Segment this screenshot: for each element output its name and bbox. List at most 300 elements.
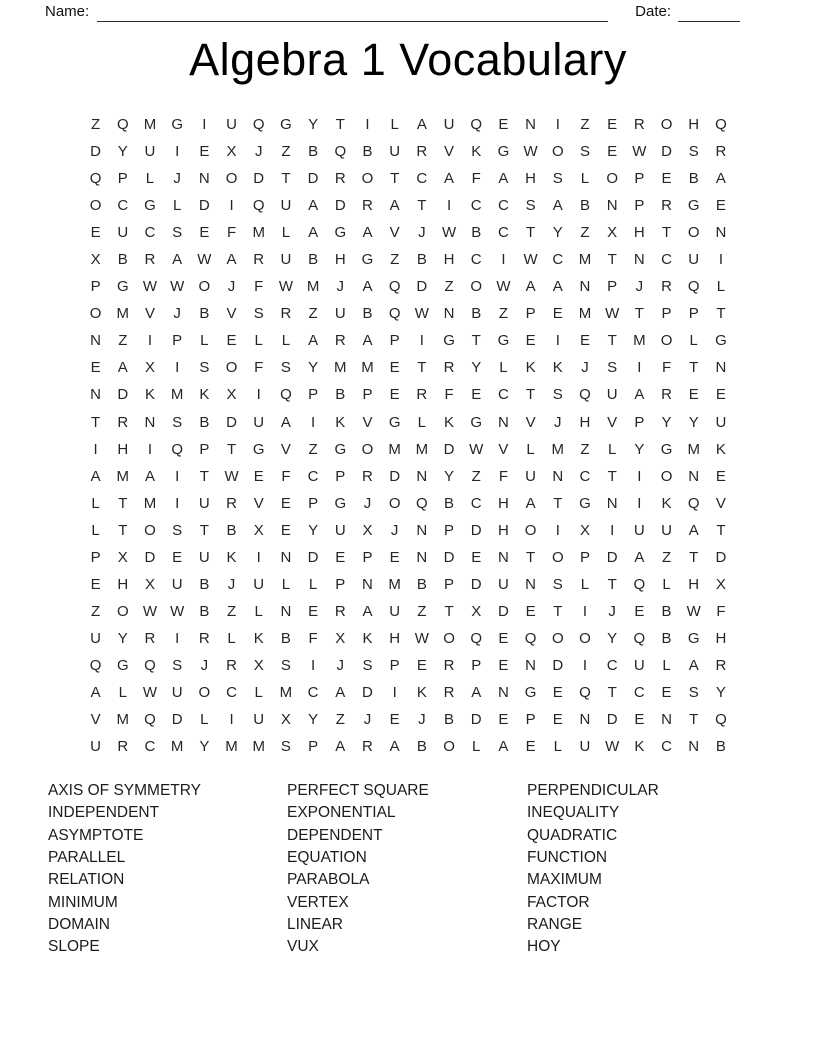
- grid-letter: N: [715, 224, 727, 242]
- grid-letter: A: [444, 170, 455, 188]
- grid-letter: E: [226, 332, 237, 350]
- grid-letter: J: [554, 413, 562, 431]
- grid-letter: I: [582, 602, 588, 620]
- grid-letter: O: [660, 332, 673, 350]
- grid-letter: H: [497, 521, 509, 539]
- grid-letter: M: [279, 684, 293, 701]
- grid-letter: W: [523, 143, 538, 161]
- grid-letter: D: [198, 197, 210, 215]
- grid-letter: K: [226, 548, 237, 566]
- grid-letter: O: [225, 359, 238, 377]
- grid-letter: E: [525, 602, 536, 620]
- grid-letter: J: [608, 602, 616, 620]
- grid-letter: E: [199, 224, 210, 242]
- grid-letter: U: [688, 251, 700, 269]
- grid-letter: C: [470, 494, 482, 512]
- grid-letter: F: [444, 386, 454, 404]
- grid-letter: B: [362, 305, 373, 323]
- grid-letter: R: [661, 278, 672, 296]
- grid-letter: Q: [89, 656, 102, 674]
- grid-letter: R: [117, 413, 129, 431]
- grid-letter: H: [633, 224, 645, 242]
- grid-letter: J: [336, 278, 345, 296]
- grid-letter: T: [716, 305, 726, 323]
- grid-letter: A: [90, 467, 101, 485]
- word-list-item: ASYMPTOTE: [48, 826, 144, 844]
- grid-letter: N: [362, 575, 373, 593]
- grid-letter: A: [634, 386, 645, 404]
- grid-letter: G: [470, 413, 483, 431]
- grid-letter: S: [525, 197, 536, 215]
- grid-letter: Y: [308, 521, 319, 539]
- grid-letter: F: [254, 359, 264, 377]
- grid-letter: E: [688, 386, 699, 404]
- grid-letter: B: [308, 251, 319, 269]
- grid-letter: L: [417, 413, 427, 431]
- grid-letter: B: [579, 197, 590, 215]
- grid-letter: U: [443, 116, 455, 134]
- grid-letter: F: [471, 170, 481, 188]
- grid-letter: A: [525, 494, 536, 512]
- grid-letter: L: [281, 332, 291, 350]
- grid-letter: G: [497, 332, 510, 350]
- grid-letter: V: [90, 711, 101, 729]
- grid-letter: Q: [388, 278, 401, 296]
- grid-letter: L: [526, 440, 535, 458]
- grid-letter: P: [444, 575, 455, 593]
- grid-letter: U: [90, 738, 102, 756]
- grid-letter: N: [688, 467, 700, 485]
- grid-letter: Q: [252, 197, 265, 215]
- grid-letter: E: [253, 467, 264, 485]
- grid-letter: E: [471, 386, 482, 404]
- grid-letter: E: [498, 711, 509, 729]
- grid-letter: M: [578, 251, 592, 269]
- grid-letter: L: [200, 332, 209, 350]
- grid-letter: B: [416, 738, 427, 756]
- grid-letter: J: [200, 656, 209, 674]
- grid-letter: U: [389, 143, 401, 161]
- grid-letter: G: [388, 413, 401, 431]
- grid-letter: D: [362, 684, 373, 701]
- word-list-item: MINIMUM: [48, 893, 118, 911]
- grid-letter: E: [199, 143, 210, 161]
- grid-letter: D: [90, 143, 102, 161]
- word-list-item: EQUATION: [287, 849, 367, 867]
- grid-letter: I: [419, 332, 424, 350]
- grid-letter: Q: [633, 575, 646, 593]
- grid-letter: A: [335, 684, 346, 701]
- grid-letter: Q: [579, 386, 591, 404]
- grid-letter: L: [499, 359, 508, 377]
- grid-letter: R: [416, 386, 428, 404]
- grid-letter: N: [606, 494, 618, 512]
- grid-letter: X: [335, 629, 346, 647]
- grid-letter: F: [498, 467, 508, 485]
- grid-letter: T: [226, 440, 237, 458]
- grid-letter: Y: [661, 413, 672, 431]
- grid-letter: Q: [579, 684, 591, 701]
- grid-letter: J: [418, 711, 426, 729]
- grid-letter: E: [389, 711, 400, 729]
- grid-letter: E: [90, 224, 101, 242]
- grid-letter: K: [525, 359, 536, 377]
- grid-letter: O: [144, 521, 156, 539]
- grid-letter: T: [526, 548, 536, 566]
- grid-letter: G: [443, 332, 455, 350]
- grid-letter: B: [715, 738, 726, 756]
- grid-letter: G: [116, 278, 129, 296]
- grid-letter: L: [227, 629, 236, 647]
- grid-letter: R: [715, 656, 727, 674]
- grid-letter: W: [632, 143, 647, 161]
- grid-letter: H: [334, 251, 346, 269]
- grid-letter: H: [117, 575, 129, 593]
- grid-letter: J: [635, 278, 644, 296]
- grid-letter: D: [416, 278, 428, 296]
- grid-letter: O: [443, 738, 455, 756]
- grid-letter: A: [117, 359, 128, 377]
- grid-letter: Q: [388, 305, 401, 323]
- word-list-item: INDEPENDENT: [48, 804, 160, 822]
- grid-letter: A: [362, 224, 373, 242]
- grid-letter: A: [362, 278, 373, 296]
- grid-letter: B: [199, 305, 210, 323]
- grid-letter: E: [389, 548, 400, 566]
- grid-letter: O: [551, 548, 564, 566]
- grid-letter: N: [416, 521, 428, 539]
- grid-letter: N: [497, 413, 509, 431]
- grid-letter: P: [335, 467, 346, 485]
- grid-letter: F: [281, 467, 291, 485]
- grid-letter: B: [335, 386, 346, 404]
- grid-letter: S: [172, 413, 183, 431]
- grid-letter: J: [173, 305, 181, 323]
- grid-letter: J: [418, 224, 426, 242]
- grid-letter: D: [389, 467, 401, 485]
- grid-letter: M: [633, 332, 646, 350]
- grid-letter: B: [661, 602, 672, 620]
- grid-letter: I: [637, 467, 642, 485]
- grid-letter: Z: [580, 224, 590, 242]
- grid-letter: C: [226, 684, 237, 701]
- grid-letter: E: [416, 656, 427, 674]
- grid-letter: Q: [470, 629, 483, 647]
- grid-letter: M: [116, 467, 130, 485]
- grid-letter: H: [389, 629, 401, 647]
- grid-letter: V: [607, 413, 618, 431]
- grid-letter: F: [661, 359, 672, 377]
- grid-letter: E: [525, 332, 536, 350]
- grid-letter: S: [688, 143, 699, 161]
- grid-letter: J: [390, 521, 399, 539]
- grid-letter: P: [362, 548, 373, 566]
- grid-letter: B: [661, 629, 672, 647]
- word-list-item: HOY: [527, 938, 561, 956]
- grid-letter: T: [118, 521, 128, 539]
- grid-letter: Q: [89, 170, 102, 188]
- grid-letter: F: [308, 629, 318, 647]
- grid-letter: B: [362, 143, 373, 161]
- grid-letter: K: [661, 494, 672, 512]
- grid-letter: W: [278, 278, 293, 296]
- word-list-item: INEQUALITY: [527, 804, 620, 822]
- grid-letter: H: [117, 440, 129, 458]
- word-list: [0, 780, 816, 960]
- grid-letter: R: [416, 143, 428, 161]
- grid-letter: U: [633, 656, 645, 674]
- grid-letter: R: [144, 251, 156, 269]
- grid-letter: L: [91, 494, 100, 512]
- grid-letter: C: [307, 684, 319, 701]
- grid-letter: I: [637, 494, 642, 512]
- grid-letter: W: [142, 684, 158, 701]
- grid-letter: P: [525, 305, 536, 323]
- grid-letter: L: [200, 711, 209, 729]
- grid-letter: E: [552, 684, 563, 701]
- grid-letter: R: [633, 116, 645, 134]
- grid-letter: P: [90, 278, 101, 296]
- grid-letter: T: [417, 359, 427, 377]
- grid-letter: G: [687, 629, 700, 647]
- grid-letter: L: [472, 738, 481, 756]
- grid-letter: D: [715, 548, 727, 566]
- grid-letter: U: [715, 413, 727, 431]
- grid-letter: I: [256, 548, 261, 566]
- grid-letter: Q: [116, 116, 129, 134]
- grid-letter: W: [469, 440, 484, 458]
- grid-letter: N: [280, 602, 292, 620]
- grid-letter: E: [389, 386, 400, 404]
- grid-letter: D: [171, 711, 183, 729]
- grid-letter: I: [610, 521, 615, 539]
- grid-letter: A: [308, 197, 319, 215]
- grid-letter: U: [606, 386, 618, 404]
- grid-letter: M: [116, 305, 130, 323]
- grid-letter: V: [144, 305, 155, 323]
- grid-letter: W: [414, 629, 429, 647]
- grid-letter: A: [688, 656, 699, 674]
- grid-letter: V: [715, 494, 726, 512]
- grid-letter: Z: [661, 548, 672, 566]
- grid-letter: X: [253, 656, 264, 674]
- grid-letter: Y: [117, 143, 128, 161]
- grid-letter: M: [170, 386, 184, 404]
- grid-letter: L: [118, 684, 127, 701]
- grid-letter: P: [444, 521, 455, 539]
- grid-letter: A: [308, 332, 319, 350]
- word-list-column: [527, 780, 659, 959]
- grid-letter: Q: [144, 711, 156, 729]
- grid-letter: Y: [471, 359, 482, 377]
- grid-letter: Q: [524, 629, 537, 647]
- grid-letter: W: [605, 305, 620, 323]
- grid-letter: M: [225, 738, 238, 756]
- grid-letter: T: [199, 521, 209, 539]
- grid-letter: E: [607, 143, 618, 161]
- grid-letter: Y: [308, 359, 319, 377]
- grid-letter: I: [175, 494, 180, 512]
- grid-letter: L: [91, 521, 100, 539]
- grid-letter: F: [254, 278, 264, 296]
- grid-letter: B: [226, 521, 237, 539]
- grid-letter: A: [715, 170, 726, 188]
- grid-letter: Z: [91, 602, 101, 620]
- grid-letter: Q: [144, 656, 156, 674]
- grid-letter: B: [416, 251, 427, 269]
- grid-letter: O: [198, 684, 211, 701]
- grid-letter: Y: [688, 413, 699, 431]
- grid-letter: I: [175, 629, 180, 647]
- grid-letter: I: [446, 197, 452, 215]
- grid-letter: N: [688, 738, 700, 756]
- grid-letter: E: [525, 738, 536, 756]
- grid-letter: E: [552, 305, 563, 323]
- grid-letter: T: [607, 684, 617, 701]
- grid-letter: B: [444, 494, 455, 512]
- grid-letter: O: [443, 629, 455, 647]
- grid-letter: D: [497, 602, 509, 620]
- grid-letter: U: [280, 197, 292, 215]
- grid-letter: N: [497, 684, 509, 701]
- grid-letter: C: [497, 197, 509, 215]
- grid-letter: O: [687, 224, 700, 242]
- grid-letter: L: [553, 738, 562, 756]
- grid-letter: U: [389, 602, 401, 620]
- grid-letter: N: [579, 278, 591, 296]
- grid-letter: B: [688, 170, 699, 188]
- grid-letter: A: [498, 170, 509, 188]
- grid-letter: D: [443, 548, 455, 566]
- grid-letter: R: [226, 494, 237, 512]
- grid-letter: S: [172, 521, 183, 539]
- grid-letter: V: [280, 440, 291, 458]
- grid-letter: U: [90, 629, 102, 647]
- grid-letter: B: [416, 575, 427, 593]
- grid-letter: X: [90, 251, 101, 269]
- grid-letter: N: [525, 116, 537, 134]
- grid-letter: X: [362, 521, 373, 539]
- grid-letter: H: [579, 413, 591, 431]
- grid-letter: I: [93, 440, 98, 458]
- grid-letter: S: [552, 386, 563, 404]
- grid-letter: T: [335, 116, 345, 134]
- grid-letter: J: [227, 575, 236, 593]
- grid-letter: G: [334, 224, 347, 242]
- grid-letter: P: [335, 575, 346, 593]
- grid-letter: N: [606, 197, 618, 215]
- grid-letter: G: [497, 143, 510, 161]
- grid-letter: I: [311, 413, 316, 431]
- grid-letter: I: [229, 711, 234, 729]
- grid-letter: C: [552, 251, 564, 269]
- grid-letter: O: [579, 629, 591, 647]
- grid-letter: N: [280, 548, 292, 566]
- grid-letter: T: [390, 170, 400, 188]
- grid-letter: O: [606, 170, 618, 188]
- grid-letter: C: [633, 684, 645, 701]
- grid-letter: D: [606, 711, 618, 729]
- grid-letter: D: [470, 711, 482, 729]
- grid-letter: Z: [498, 305, 508, 323]
- word-list-item: RANGE: [527, 916, 583, 934]
- grid-letter: Z: [417, 602, 427, 620]
- grid-letter: I: [175, 359, 180, 377]
- grid-letter: T: [716, 521, 726, 539]
- grid-letter: A: [688, 521, 699, 539]
- grid-letter: M: [143, 116, 157, 134]
- grid-letter: P: [607, 278, 618, 296]
- grid-letter: U: [226, 116, 237, 134]
- grid-letter: X: [226, 143, 237, 161]
- grid-letter: P: [634, 413, 645, 431]
- grid-letter: C: [416, 170, 428, 188]
- grid-letter: J: [336, 656, 345, 674]
- name-label: Name:: [45, 3, 90, 20]
- grid-letter: G: [252, 440, 265, 458]
- grid-letter: O: [116, 602, 129, 620]
- grid-letter: T: [91, 413, 101, 431]
- grid-letter: C: [497, 386, 509, 404]
- grid-letter: R: [253, 251, 265, 269]
- grid-letter: A: [335, 738, 346, 756]
- word-list-column: [48, 780, 201, 959]
- grid-letter: P: [471, 656, 482, 674]
- grid-letter: S: [172, 656, 183, 674]
- grid-letter: M: [252, 738, 265, 756]
- grid-letter: M: [388, 575, 401, 593]
- grid-letter: Q: [687, 494, 700, 512]
- word-list-item: AXIS OF SYMMETRY: [48, 782, 202, 799]
- grid-letter: G: [361, 251, 374, 269]
- grid-letter: E: [280, 494, 291, 512]
- grid-letter: P: [688, 305, 699, 323]
- grid-letter: N: [525, 575, 537, 593]
- word-list-item: LINEAR: [287, 916, 343, 934]
- grid-letter: X: [226, 386, 237, 404]
- grid-letter: C: [117, 197, 129, 215]
- grid-letter: I: [202, 116, 207, 134]
- word-list-item: FUNCTION: [527, 849, 608, 867]
- grid-letter: K: [335, 413, 346, 431]
- grid-letter: A: [389, 738, 400, 756]
- grid-letter: J: [173, 170, 181, 188]
- grid-letter: N: [90, 386, 102, 404]
- grid-letter: L: [662, 656, 671, 674]
- grid-letter: I: [147, 332, 153, 350]
- grid-letter: X: [471, 602, 482, 620]
- grid-letter: B: [199, 413, 210, 431]
- grid-letter: Z: [335, 711, 345, 729]
- grid-letter: V: [226, 305, 237, 323]
- grid-letter: H: [525, 170, 537, 188]
- grid-letter: N: [525, 656, 537, 674]
- grid-letter: E: [308, 602, 319, 620]
- grid-letter: I: [229, 197, 234, 215]
- grid-letter: A: [226, 251, 237, 269]
- word-list-column: [287, 780, 429, 959]
- grid-letter: X: [607, 224, 618, 242]
- grid-letter: R: [198, 629, 210, 647]
- word-list-item: EXPONENTIAL: [287, 804, 396, 822]
- grid-letter: P: [308, 494, 319, 512]
- grid-letter: S: [199, 359, 210, 377]
- grid-letter: D: [226, 413, 237, 431]
- grid-letter: K: [362, 629, 373, 647]
- grid-letter: R: [280, 305, 292, 323]
- grid-letter: E: [634, 711, 645, 729]
- grid-letter: E: [280, 521, 291, 539]
